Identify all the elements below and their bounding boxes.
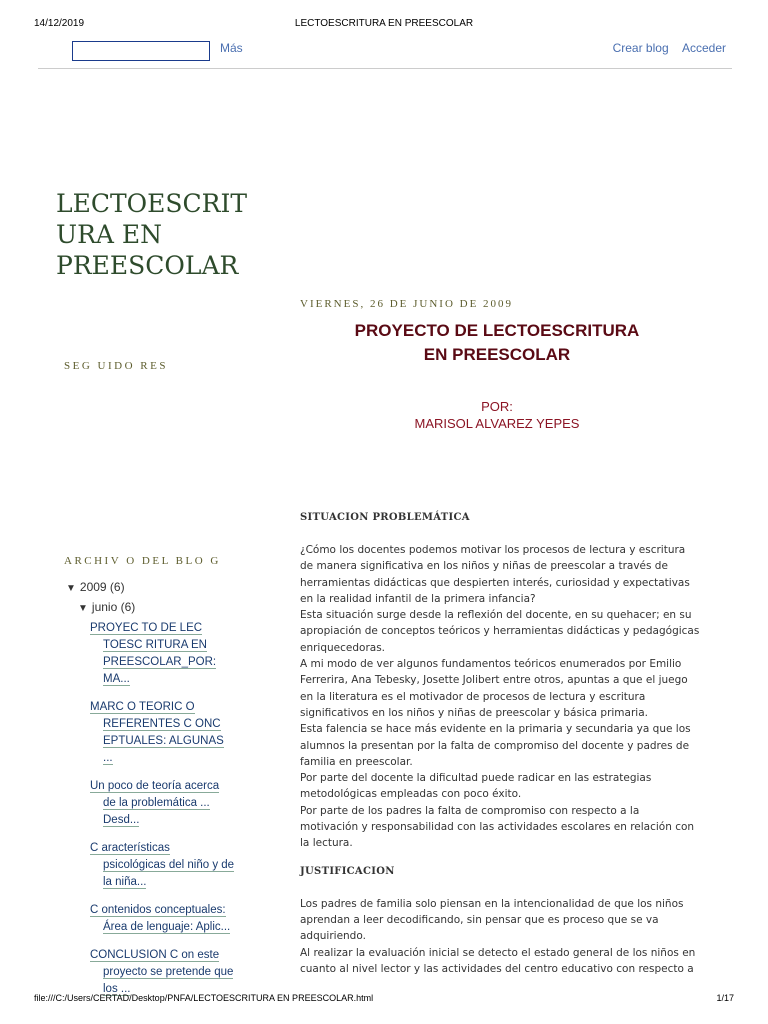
- post-body: [300, 510, 700, 977]
- archive-post-link[interactable]: C aracterísticas psicológicas del niño y de la niña...: [90, 842, 235, 888]
- paragraph: Al realizar la evaluación inicial se detecto el estado general de los niños en cuanto al nivel lector y las actividades del centro educativo con respecto a: [300, 946, 696, 975]
- archive-post-link[interactable]: MARC O TEORIC O REFERENTES C ONC EPTUALES: ALGUNAS ...: [90, 701, 224, 764]
- page-number: 1/17: [716, 993, 734, 1003]
- author-name: MARISOL ALVAREZ YEPES: [414, 416, 580, 431]
- archive-post-list: [90, 620, 235, 1009]
- post-title-line[interactable]: PROYECTO DE LECTOESCRITURA: [354, 321, 640, 340]
- archive-heading: ARCHIV O DEL BLO G: [64, 555, 221, 567]
- file-path: file:///C:/Users/CERTAD/Desktop/PNFA/LECTOESCRITURA EN PREESCOLAR.html: [34, 993, 374, 1003]
- archive-year-toggle[interactable]: [66, 580, 125, 594]
- more-link[interactable]: Más: [220, 41, 243, 55]
- login-link[interactable]: Acceder: [681, 41, 726, 55]
- author-label: POR:: [481, 399, 513, 414]
- paragraph: ¿Cómo los docentes podemos motivar los procesos de lectura y escritura de manera significativa en los niños y niñas de preescolar a través de herramientas didácticas que despierten interés, curiosidad y expectativas en la realidad infantil de la primera infancia?: [300, 544, 690, 605]
- paragraph: Por parte de los padres la falta de compromiso con respecto a la motivación y responsabilidad con las actividades escolares en relación con la lectura.: [300, 804, 695, 850]
- blog-title[interactable]: LECTOESCRIT URA EN PREESCOLAR: [56, 189, 248, 280]
- archive-month-toggle[interactable]: [78, 600, 135, 614]
- section-heading: JUSTIFICACION: [300, 865, 395, 877]
- paragraph: Los padres de familia solo piensan en la intencionalidad de que los niños aprendan a leer decodificando, sin pensar que es proceso que se va adquiriendo.: [300, 897, 684, 943]
- paragraph: Esta falencia se hace más evidente en la primaria y secundaria ya que los alumnos la presentan por la falta de compromiso del docente y padres de familia en preescolar.: [300, 723, 691, 768]
- blogger-navbar: [38, 38, 732, 69]
- print-title: LECTOESCRITURA EN PREESCOLAR: [294, 18, 474, 29]
- print-date: 14/12/2019: [34, 18, 85, 29]
- followers-heading: SEG UIDO RES: [64, 360, 168, 372]
- search-input[interactable]: [72, 41, 210, 61]
- archive-post-link[interactable]: Un poco de teoría acerca de la problemática ... Desd...: [90, 780, 220, 826]
- navbar-actions: [603, 41, 726, 55]
- triangle-down-icon[interactable]: ▼: [78, 603, 88, 614]
- archive-year-label[interactable]: 2009 (6): [79, 580, 125, 594]
- archive-month-label[interactable]: junio (6): [91, 600, 136, 614]
- post-title[interactable]: [300, 319, 694, 367]
- archive-post-link[interactable]: CONCLUSION C on este proyecto se pretende que los ...: [90, 949, 234, 995]
- paragraph: Por parte del docente la dificultad puede radicar en las estrategias metodológicas empleadas con poco éxito.: [300, 772, 652, 801]
- paragraph: Esta situación surge desde la reflexión del docente, en su quehacer; en su apropiación de conceptos teóricos y herramientas didácticas y pedagógicas enriquecedoras.: [300, 609, 700, 654]
- section-heading: SITUACION PROBLEMÁTICA: [300, 512, 470, 523]
- post-date: VIERNES, 26 DE JUNIO DE 2009: [300, 298, 514, 310]
- archive-post-link[interactable]: PROYEC TO DE LEC TOESC RITURA EN PREESCOLAR_POR: MA...: [90, 622, 217, 685]
- create-blog-link[interactable]: Crear blog: [612, 41, 669, 55]
- archive-post-link[interactable]: C ontenidos conceptuales: Área de lenguaje: Aplic...: [90, 904, 231, 933]
- post-title-line[interactable]: EN PREESCOLAR: [423, 345, 571, 364]
- paragraph: A mi modo de ver algunos fundamentos teóricos enumerados por Emilio Ferrerira, Ana Tebesky, Josette Jolibert entre otros, apuntas a que el juego en la literatura es el motivador de procesos de lectura y escritura significativos en los niños y niñas de preescolar y básica primaria.: [300, 658, 688, 719]
- post-author: [300, 398, 694, 432]
- triangle-down-icon[interactable]: ▼: [66, 583, 76, 594]
